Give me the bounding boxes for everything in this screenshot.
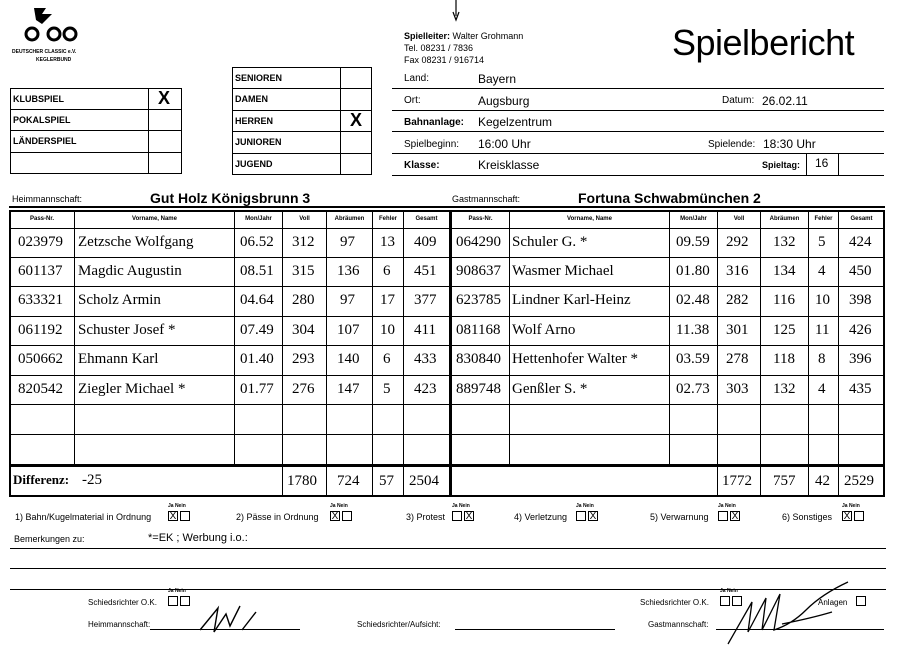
game-type-klubspiel: KLUBSPIEL	[13, 94, 65, 104]
check-5-ja[interactable]	[718, 511, 728, 521]
leader-label: Spielleiter:	[404, 31, 451, 41]
category-jugend: JUGEND	[235, 159, 273, 169]
land-value: Bayern	[478, 72, 517, 86]
check-5-nein[interactable]: X	[731, 511, 739, 522]
home-abr: 97	[340, 234, 355, 250]
leader-tel: Tel. 08231 / 7836	[404, 43, 474, 53]
guest-voll: 278	[726, 351, 749, 367]
guest-gesamt: 398	[849, 292, 872, 308]
guest-name: Hettenhofer Walter *	[512, 351, 638, 367]
bahn-label: Bahnanlage:	[404, 117, 465, 128]
check-4-ja[interactable]	[576, 511, 586, 521]
home-pass: 601137	[18, 263, 63, 279]
guest-date: 09.59	[676, 234, 710, 250]
guest-name: Genßler S. *	[512, 381, 588, 397]
home-voll: 304	[292, 322, 315, 338]
remarks-label: Bemerkungen zu:	[14, 534, 85, 544]
home-abr: 136	[337, 263, 360, 279]
game-type-klubspiel-mark: X	[158, 88, 171, 108]
home-name: Scholz Armin	[78, 292, 161, 308]
home-total-voll: 1780	[287, 473, 317, 489]
leader-fax: Fax 08231 / 916714	[404, 55, 485, 65]
check-2-nein[interactable]	[342, 511, 352, 521]
logo-line2: KEGLERBUND	[36, 57, 72, 63]
home-name: Magdic Augustin	[78, 263, 182, 279]
home-fehler: 6	[383, 263, 391, 279]
guest-fehler: 10	[815, 292, 830, 308]
home-gesamt: 433	[414, 351, 437, 367]
col-voll-guest: Voll	[733, 216, 745, 222]
check-6-nein[interactable]	[854, 511, 864, 521]
home-date: 01.77	[240, 381, 274, 397]
guest-signature-icon	[722, 574, 862, 646]
guest-voll: 282	[726, 292, 749, 308]
beginn-label: Spielbeginn:	[404, 139, 460, 150]
guest-date: 03.59	[676, 351, 710, 367]
guest-total-abr: 757	[773, 473, 796, 489]
col-pass-guest: Pass-Nr.	[468, 216, 493, 222]
diff-value: -25	[82, 472, 102, 488]
home-voll: 312	[292, 234, 315, 250]
guest-pass: 081168	[456, 322, 501, 338]
remarks-text: *=EK ; Werbung i.o.:	[148, 532, 248, 544]
check-1-ja[interactable]: X	[169, 511, 177, 522]
home-date: 06.52	[240, 234, 274, 250]
home-gesamt: 409	[414, 234, 437, 250]
check-label-2: 2) Pässe in Ordnung	[236, 512, 319, 522]
check-label-3: 3) Protest	[406, 512, 446, 522]
diff-label: Differenz:	[13, 472, 70, 487]
check-2-ja[interactable]: X	[331, 511, 339, 522]
guest-team-label: Gastmannschaft:	[452, 194, 521, 204]
ref-ok-label-right: Schiedsrichter O.K.	[640, 598, 709, 607]
guest-gesamt: 396	[849, 351, 872, 367]
logo-line1: DEUTSCHER CLASSIC e.V.	[12, 49, 77, 55]
yes-no-label: Ja Nein	[842, 503, 860, 509]
referee-signature-label: Schiedsrichter/Aufsicht:	[357, 620, 441, 629]
guest-date: 01.80	[676, 263, 710, 279]
yes-no-label: Ja Nein	[718, 503, 736, 509]
guest-abr: 134	[773, 263, 796, 279]
home-team-label: Heimmannschaft:	[12, 194, 83, 204]
col-name-home: Vorname, Name	[132, 216, 177, 222]
check-3-nein[interactable]: X	[465, 511, 473, 522]
home-abr: 107	[337, 322, 360, 338]
home-date: 04.64	[240, 292, 274, 308]
home-abr: 147	[337, 381, 360, 397]
ref-ok-ja-left[interactable]	[168, 596, 178, 606]
guest-abr: 132	[773, 381, 796, 397]
col-fehler-home: Fehler	[378, 216, 397, 222]
col-name-guest: Vorname, Name	[567, 216, 612, 222]
category-senioren: SENIOREN	[235, 73, 283, 83]
guest-voll: 303	[726, 381, 749, 397]
category-herren-mark: X	[350, 110, 363, 130]
anlagen-label: Anlagen	[818, 598, 848, 607]
home-total-abr: 724	[337, 473, 360, 489]
home-name: Zetzsche Wolfgang	[78, 234, 194, 250]
guest-pass: 064290	[456, 234, 501, 250]
col-fehler-guest: Fehler	[814, 216, 833, 222]
home-team-name: Gut Holz Königsbrunn 3	[150, 190, 311, 206]
guest-pass: 908637	[456, 263, 501, 279]
home-pass: 633321	[18, 292, 63, 308]
check-label-6: 6) Sonstiges	[782, 512, 833, 522]
leader-name: Walter Grohmann	[452, 31, 524, 41]
home-signature-icon	[196, 600, 266, 636]
guest-gesamt: 426	[849, 322, 872, 338]
yes-no-label: Ja Nein	[720, 588, 738, 594]
guest-abr: 125	[773, 322, 796, 338]
guest-total-gesamt: 2529	[844, 473, 874, 489]
guest-date: 02.73	[676, 381, 710, 397]
guest-fehler: 5	[818, 234, 826, 250]
check-label-5: 5) Verwarnung	[650, 512, 709, 522]
category-junioren: JUNIOREN	[235, 137, 282, 147]
home-total-gesamt: 2504	[409, 473, 439, 489]
home-voll: 280	[292, 292, 315, 308]
guest-total-voll: 1772	[722, 473, 752, 489]
check-4-nein[interactable]: X	[589, 511, 597, 522]
yes-no-label: Ja Nein	[330, 503, 348, 509]
home-fehler: 13	[380, 234, 395, 250]
yes-no-label: Ja Nein	[168, 588, 186, 594]
check-3-ja[interactable]	[452, 511, 462, 521]
home-fehler: 10	[380, 322, 395, 338]
category-herren: HERREN	[235, 116, 274, 126]
spieltag-label: Spieltag:	[762, 160, 801, 170]
yes-no-label: Ja Nein	[168, 503, 186, 509]
home-voll: 293	[292, 351, 315, 367]
home-voll: 276	[292, 381, 315, 397]
check-label-1: 1) Bahn/Kugelmaterial in Ordnung	[15, 512, 152, 522]
home-gesamt: 411	[414, 322, 436, 338]
col-gesamt-home: Gesamt	[415, 216, 438, 222]
guest-team-name: Fortuna Schwabmünchen 2	[578, 190, 761, 206]
col-date-home: Mon/Jahr	[245, 216, 272, 222]
home-total-fehler: 57	[379, 473, 394, 489]
home-name: Ziegler Michael *	[78, 381, 186, 397]
guest-date: 11.38	[676, 322, 710, 338]
ref-ok-nein-left[interactable]	[180, 596, 190, 606]
guest-voll: 316	[726, 263, 749, 279]
guest-fehler: 8	[818, 351, 826, 367]
home-name: Ehmann Karl	[78, 351, 159, 367]
leader-block	[404, 30, 523, 66]
spieltag-value: 16	[815, 156, 829, 170]
guest-name: Wasmer Michael	[512, 263, 614, 279]
home-gesamt: 423	[414, 381, 437, 397]
guest-gesamt: 435	[849, 381, 872, 397]
col-voll-home: Voll	[299, 216, 310, 222]
yes-no-label: Ja Nein	[452, 503, 470, 509]
guest-gesamt: 424	[849, 234, 872, 250]
guest-fehler: 11	[815, 322, 830, 338]
home-pass: 023979	[18, 234, 63, 250]
home-voll: 315	[292, 263, 315, 279]
guest-name: Wolf Arno	[512, 322, 576, 338]
dkbc-logo	[12, 6, 82, 66]
guest-abr: 116	[773, 292, 795, 308]
home-fehler: 17	[380, 292, 395, 308]
home-gesamt: 451	[414, 263, 437, 279]
guest-fehler: 4	[818, 381, 826, 397]
guest-fehler: 4	[818, 263, 826, 279]
guest-abr: 132	[773, 234, 796, 250]
home-date: 01.40	[240, 351, 274, 367]
beginn-value: 16:00 Uhr	[478, 137, 531, 151]
guest-name: Schuler G. *	[512, 234, 588, 250]
home-abr: 97	[340, 292, 355, 308]
guest-voll: 292	[726, 234, 749, 250]
guest-pass: 623785	[456, 292, 501, 308]
home-date: 07.49	[240, 322, 274, 338]
home-pass: 820542	[18, 381, 63, 397]
klasse-value: Kreisklasse	[478, 158, 540, 172]
datum-label: Datum:	[722, 95, 755, 106]
guest-voll: 301	[726, 322, 749, 338]
home-name: Schuster Josef *	[78, 322, 176, 338]
datum-value: 26.02.11	[762, 94, 808, 108]
home-date: 08.51	[240, 263, 274, 279]
ende-label: Spielende:	[708, 139, 756, 150]
check-label-4: 4) Verletzung	[514, 512, 568, 522]
guest-pass: 889748	[456, 381, 501, 397]
yes-no-label: Ja Nein	[576, 503, 594, 509]
guest-signature-label: Gastmannschaft:	[648, 620, 709, 629]
home-pass: 050662	[18, 351, 63, 367]
col-gesamt-guest: Gesamt	[850, 216, 873, 222]
ref-ok-label-left: Schiedsrichter O.K.	[88, 598, 157, 607]
land-label: Land:	[404, 73, 430, 84]
ort-value: Augsburg	[478, 94, 530, 108]
game-type-pokalspiel: POKALSPIEL	[13, 115, 71, 125]
col-date-guest: Mon/Jahr	[680, 216, 707, 222]
page-title: Spielbericht	[672, 22, 855, 63]
col-abr-guest: Abräumen	[769, 216, 800, 222]
klasse-label: Klasse:	[404, 160, 440, 171]
col-pass-home: Pass-Nr.	[29, 216, 54, 222]
guest-name: Lindner Karl-Heinz	[512, 292, 631, 308]
guest-abr: 118	[773, 351, 795, 367]
col-abr-home: Abräumen	[334, 216, 365, 222]
bahn-value: Kegelzentrum	[478, 115, 553, 129]
home-pass: 061192	[18, 322, 63, 338]
guest-date: 02.48	[676, 292, 710, 308]
ende-value: 18:30 Uhr	[763, 137, 816, 151]
category-damen: DAMEN	[235, 94, 268, 104]
pen-mark-icon	[450, 0, 462, 24]
ort-label: Ort:	[404, 95, 421, 106]
guest-pass: 830840	[456, 351, 501, 367]
home-fehler: 6	[383, 351, 391, 367]
guest-total-fehler: 42	[815, 473, 830, 489]
check-6-ja[interactable]: X	[843, 511, 851, 522]
guest-gesamt: 450	[849, 263, 872, 279]
check-1-nein[interactable]	[180, 511, 190, 521]
home-fehler: 5	[383, 381, 391, 397]
home-signature-label: Heimmannschaft:	[88, 620, 151, 629]
home-abr: 140	[337, 351, 360, 367]
home-gesamt: 377	[414, 292, 437, 308]
game-type-laenderspiel: LÄNDERSPIEL	[13, 136, 77, 146]
